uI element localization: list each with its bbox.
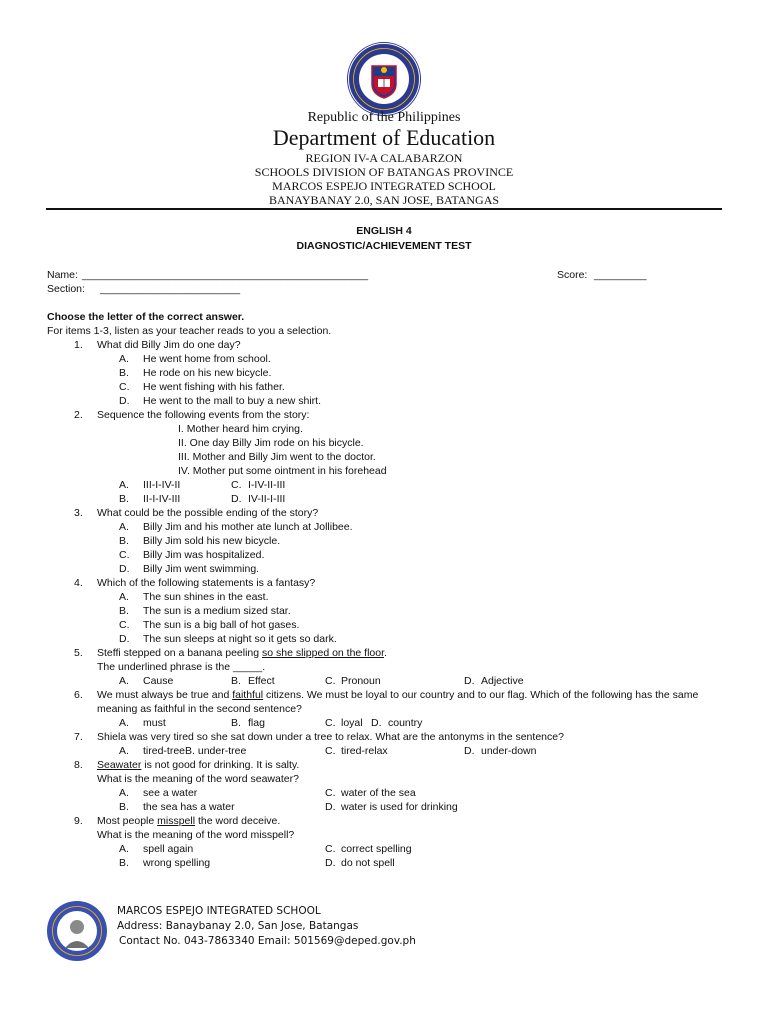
q5-choice-d-letter: D. bbox=[464, 675, 475, 687]
q6-number: 6. bbox=[74, 689, 83, 701]
q4-choice-a: The sun shines in the east. bbox=[143, 591, 269, 603]
q6-text-pre: We must always be true and bbox=[97, 689, 233, 701]
q3-choice-d-letter: D. bbox=[119, 563, 130, 575]
school-line: MARCOS ESPEJO INTEGRATED SCHOOL bbox=[272, 179, 496, 193]
q6-choice-a: must bbox=[143, 717, 166, 729]
q6-choice-c: loyal bbox=[341, 717, 363, 729]
q8-text bbox=[97, 758, 299, 772]
q3-choice-d: Billy Jim went swimming. bbox=[143, 563, 260, 575]
q9-choice-c: correct spelling bbox=[341, 843, 412, 855]
q9-underlined-word: misspell bbox=[157, 815, 196, 827]
q8-line2: What is the meaning of the word seawater? bbox=[97, 773, 299, 785]
q1-number: 1. bbox=[74, 339, 83, 351]
q3-choice-b-letter: B. bbox=[119, 535, 129, 547]
q2-event-1: I. Mother heard him crying. bbox=[178, 423, 303, 435]
name-field[interactable]: _________________________________________________ bbox=[82, 269, 369, 281]
q6-text-post: citizens. We must be loyal to our country and to our flag. Which of the following has the same bbox=[263, 689, 699, 701]
q4-number: 4. bbox=[74, 577, 83, 589]
section-label: Section: bbox=[47, 283, 85, 295]
q3-choice-a: Billy Jim and his mother ate lunch at Jollibee. bbox=[143, 521, 353, 533]
q2-choice-c: I-IV-II-III bbox=[248, 479, 286, 491]
q6-line2: meaning as faithful in the second sentence? bbox=[97, 703, 302, 715]
score-field[interactable]: _________ bbox=[594, 269, 647, 281]
q8-choice-a: see a water bbox=[143, 787, 198, 799]
q4-choice-c: The sun is a big ball of hot gases. bbox=[143, 619, 300, 631]
q8-choice-d: water is used for drinking bbox=[341, 801, 458, 813]
q8-underlined-word: Seawater bbox=[97, 759, 142, 771]
q2-event-3: III. Mother and Billy Jim went to the doctor. bbox=[178, 451, 376, 463]
q2-text: Sequence the following events from the story: bbox=[97, 409, 310, 421]
q8-text-post: is not good for drinking. It is salty. bbox=[141, 759, 300, 771]
q6-text bbox=[97, 688, 698, 702]
q7-number: 7. bbox=[74, 731, 83, 743]
q3-choice-c-letter: C. bbox=[119, 549, 130, 561]
q6-choice-d: country bbox=[388, 717, 423, 729]
q1-choice-a: He went home from school. bbox=[143, 353, 271, 365]
q8-choice-b: the sea has a water bbox=[143, 801, 235, 813]
test-title: DIAGNOSTIC/ACHIEVEMENT TEST bbox=[296, 240, 472, 252]
q8-choice-c-letter: C. bbox=[325, 787, 336, 799]
q8-choice-b-letter: B. bbox=[119, 801, 129, 813]
q6-choice-a-letter: A. bbox=[119, 717, 129, 729]
q2-choice-d: IV-II-I-III bbox=[248, 493, 286, 505]
q7-choice-d: under-down bbox=[481, 745, 537, 757]
q4-choice-c-letter: C. bbox=[119, 619, 130, 631]
q3-choice-c: Billy Jim was hospitalized. bbox=[143, 549, 265, 561]
footer-school-name: MARCOS ESPEJO INTEGRATED SCHOOL bbox=[117, 905, 321, 917]
q5-choice-a-letter: A. bbox=[119, 675, 129, 687]
q1-choice-b: He rode on his new bicycle. bbox=[143, 367, 272, 379]
q5-choice-c: Pronoun bbox=[341, 675, 381, 687]
q8-choice-c: water of the sea bbox=[341, 787, 416, 799]
q2-choice-b-letter: B. bbox=[119, 493, 129, 505]
q5-choice-b: Effect bbox=[248, 675, 275, 687]
q9-line2: What is the meaning of the word misspell? bbox=[97, 829, 295, 841]
q7-choice-c: tired-relax bbox=[341, 745, 388, 757]
q1-choice-b-letter: B. bbox=[119, 367, 129, 379]
q9-choice-b-letter: B. bbox=[119, 857, 129, 869]
q5-text-pre: Steffi stepped on a banana peeling bbox=[97, 647, 263, 659]
q1-choice-c-letter: C. bbox=[119, 381, 130, 393]
q7-choice-a-letter: A. bbox=[119, 745, 129, 757]
q1-text: What did Billy Jim do one day? bbox=[97, 339, 241, 351]
q1-choice-d: He went to the mall to buy a new shirt. bbox=[143, 395, 322, 407]
q2-choice-c-letter: C. bbox=[231, 479, 242, 491]
footer-address: Address: Banaybanay 2.0, San Jose, Batangas bbox=[117, 920, 359, 932]
school-seal-logo bbox=[46, 900, 108, 962]
q2-choice-a: III-I-IV-II bbox=[143, 479, 181, 491]
region-line: REGION IV-A CALABARZON bbox=[305, 151, 463, 165]
q6-choice-c-letter: C. bbox=[325, 717, 336, 729]
q2-event-4: IV. Mother put some ointment in his forehead bbox=[178, 465, 387, 477]
q9-choice-b: wrong spelling bbox=[143, 857, 211, 869]
q5-choice-c-letter: C. bbox=[325, 675, 336, 687]
q3-number: 3. bbox=[74, 507, 83, 519]
q9-text bbox=[97, 814, 280, 828]
q5-number: 5. bbox=[74, 647, 83, 659]
q3-choice-a-letter: A. bbox=[119, 521, 129, 533]
q7-text: Shiela was very tired so she sat down under a tree to relax. What are the antonyms in the sentence? bbox=[97, 731, 564, 743]
q9-text-pre: Most people bbox=[97, 815, 158, 827]
q6-choice-d-letter: D. bbox=[371, 717, 382, 729]
q1-choice-d-letter: D. bbox=[119, 395, 130, 407]
q5-underlined-phrase: so she slipped on the floor bbox=[262, 647, 385, 659]
q5-choice-a: Cause bbox=[143, 675, 174, 687]
header-divider bbox=[46, 208, 722, 210]
q6-choice-b-letter: B. bbox=[231, 717, 241, 729]
q4-choice-b-letter: B. bbox=[119, 605, 129, 617]
score-label: Score: bbox=[557, 269, 588, 281]
q4-choice-d-letter: D. bbox=[119, 633, 130, 645]
q7-choice-d-letter: D. bbox=[464, 745, 475, 757]
address-line: BANAYBANAY 2.0, SAN JOSE, BATANGAS bbox=[268, 193, 500, 207]
q2-choice-b: II-I-IV-III bbox=[143, 493, 181, 505]
instructions-heading: Choose the letter of the correct answer. bbox=[47, 311, 245, 323]
q4-text: Which of the following statements is a fantasy? bbox=[97, 577, 316, 589]
q2-number: 2. bbox=[74, 409, 83, 421]
q8-choice-d-letter: D. bbox=[325, 801, 336, 813]
q4-choice-a-letter: A. bbox=[119, 591, 129, 603]
subject-title: ENGLISH 4 bbox=[356, 225, 412, 237]
q9-choice-d: do not spell bbox=[341, 857, 395, 869]
q5-choice-d: Adjective bbox=[481, 675, 524, 687]
q2-event-2: II. One day Billy Jim rode on his bicycle. bbox=[178, 437, 364, 449]
name-label: Name: bbox=[47, 269, 78, 281]
department-title: Department of Education bbox=[272, 125, 496, 150]
q8-number: 8. bbox=[74, 759, 83, 771]
q9-choice-d-letter: D. bbox=[325, 857, 336, 869]
q3-choice-b: Billy Jim sold his new bicycle. bbox=[143, 535, 281, 547]
deped-seal-logo bbox=[345, 40, 423, 118]
q1-choice-a-letter: A. bbox=[119, 353, 129, 365]
republic-line: Republic of the Philippines bbox=[307, 110, 461, 125]
q4-choice-b: The sun is a medium sized star. bbox=[143, 605, 291, 617]
q8-choice-a-letter: A. bbox=[119, 787, 129, 799]
q2-choice-a-letter: A. bbox=[119, 479, 129, 491]
q9-choice-a: spell again bbox=[143, 843, 194, 855]
q1-choice-c: He went fishing with his father. bbox=[143, 381, 285, 393]
q7-choice-a: tired-treeB. under-tree bbox=[143, 745, 247, 757]
section-field[interactable]: ________________________ bbox=[100, 283, 241, 295]
q6-underlined-word: faithful bbox=[232, 689, 264, 701]
q5-text-post: . bbox=[384, 647, 387, 659]
q9-text-post: the word deceive. bbox=[195, 815, 281, 827]
instructions-listen: For items 1-3, listen as your teacher reads to you a selection. bbox=[47, 325, 332, 337]
q7-choice-c-letter: C. bbox=[325, 745, 336, 757]
q9-choice-c-letter: C. bbox=[325, 843, 336, 855]
q2-choice-d-letter: D. bbox=[231, 493, 242, 505]
q9-number: 9. bbox=[74, 815, 83, 827]
q6-choice-b: flag bbox=[248, 717, 265, 729]
q9-choice-a-letter: A. bbox=[119, 843, 129, 855]
footer-contact: Contact No. 043-7863340 Email: 501569@deped.gov.ph bbox=[119, 935, 416, 947]
q5-choice-b-letter: B. bbox=[231, 675, 241, 687]
q5-line2: The underlined phrase is the _____. bbox=[97, 661, 266, 673]
division-line: SCHOOLS DIVISION OF BATANGAS PROVINCE bbox=[254, 165, 514, 179]
q5-text bbox=[97, 646, 387, 660]
q4-choice-d: The sun sleeps at night so it gets so dark. bbox=[143, 633, 337, 645]
q3-text: What could be the possible ending of the story? bbox=[97, 507, 319, 519]
